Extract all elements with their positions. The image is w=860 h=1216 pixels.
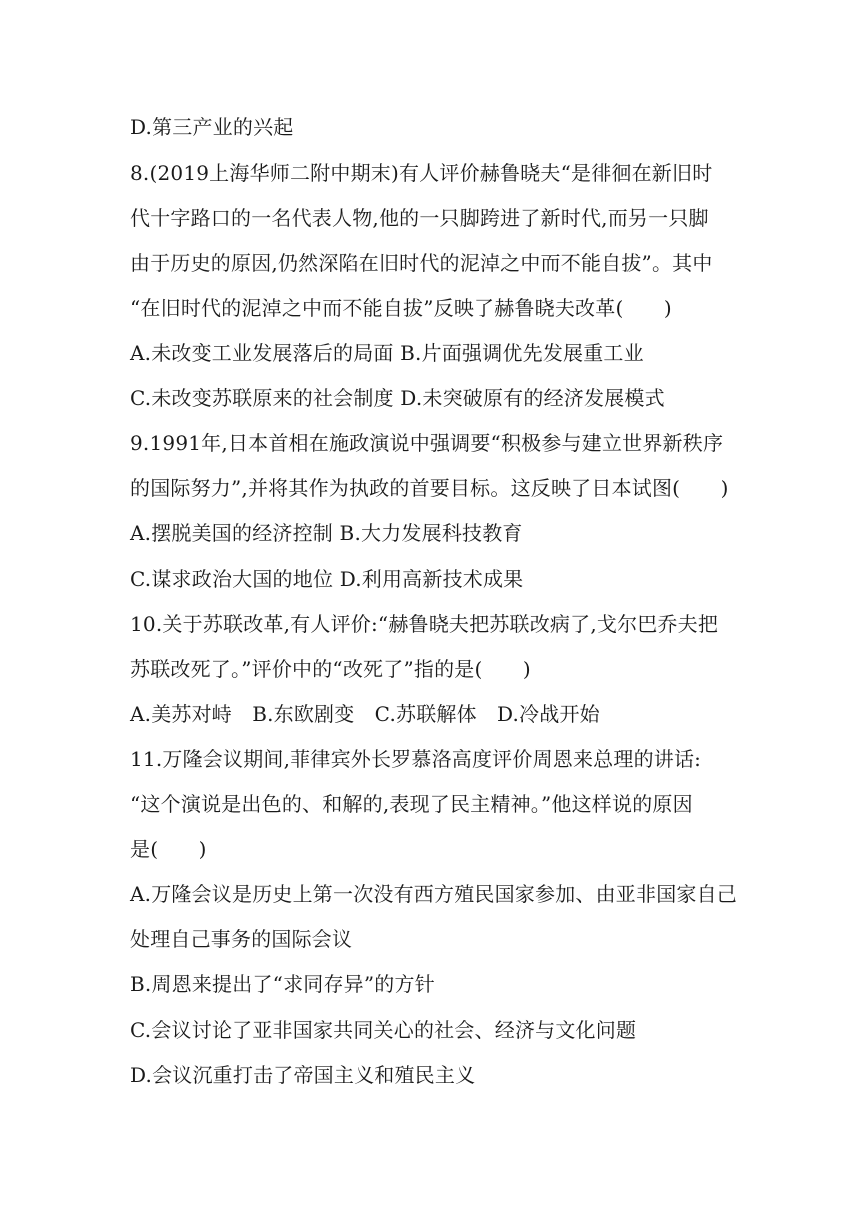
question-8-line-4: “在旧时代的泥淖之中而不能自拔”反映了赫鲁晓夫改革( ): [130, 296, 672, 320]
question-11-option-a-line-2: 处理自己事务的国际会议: [130, 927, 353, 951]
question-8-options-cd: C.未改变苏联原来的社会制度 D.未突破原有的经济发展模式: [130, 386, 665, 410]
question-11-line-2: “这个演说是出色的、和解的,表现了民主精神。”他这样说的原因: [130, 792, 693, 816]
question-9-line-2: 的国际努力”,并将其作为执政的首要目标。这反映了日本试图( ): [130, 476, 729, 500]
question-11-option-a-line-1: A.万隆会议是历史上第一次没有西方殖民国家参加、由亚非国家自己: [130, 882, 738, 906]
question-11-option-d: D.会议沉重打击了帝国主义和殖民主义: [130, 1063, 476, 1087]
question-8-line-3: 由于历史的原因,仍然深陷在旧时代的泥淖之中而不能自拔”。其中: [130, 251, 713, 275]
question-8-line-2: 代十字路口的一名代表人物,他的一只脚跨进了新时代,而另一只脚: [130, 206, 709, 230]
question-8-line-1: 8.(2019上海华师二附中期末)有人评价赫鲁晓夫“是徘徊在新旧时: [130, 161, 713, 185]
option-d-q7: D.第三产业的兴起: [130, 115, 294, 139]
question-11-line-1: 11.万隆会议期间,菲律宾外长罗慕洛高度评价周恩来总理的讲话:: [130, 747, 702, 771]
question-10-line-1: 10.关于苏联改革,有人评价:“赫鲁晓夫把苏联改病了,戈尔巴乔夫把: [130, 612, 719, 636]
question-8-options-ab: A.未改变工业发展落后的局面 B.片面强调优先发展重工业: [130, 341, 644, 365]
question-10-options: A.美苏对峙 B.东欧剧变 C.苏联解体 D.冷战开始: [130, 702, 600, 726]
question-9-options-cd: C.谋求政治大国的地位 D.利用高新技术成果: [130, 567, 524, 591]
question-9-line-1: 9.1991年,日本首相在施政演说中强调要“积极参与建立世界新秩序: [130, 431, 724, 455]
question-9-options-ab: A.摆脱美国的经济控制 B.大力发展科技教育: [130, 521, 523, 545]
question-11-option-b: B.周恩来提出了“求同存异”的方针: [130, 972, 435, 996]
question-10-line-2: 苏联改死了。”评价中的“改死了”指的是( ): [130, 657, 531, 681]
question-11-option-c: C.会议讨论了亚非国家共同关心的社会、经济与文化问题: [130, 1018, 637, 1042]
question-11-line-3: 是( ): [130, 837, 207, 861]
